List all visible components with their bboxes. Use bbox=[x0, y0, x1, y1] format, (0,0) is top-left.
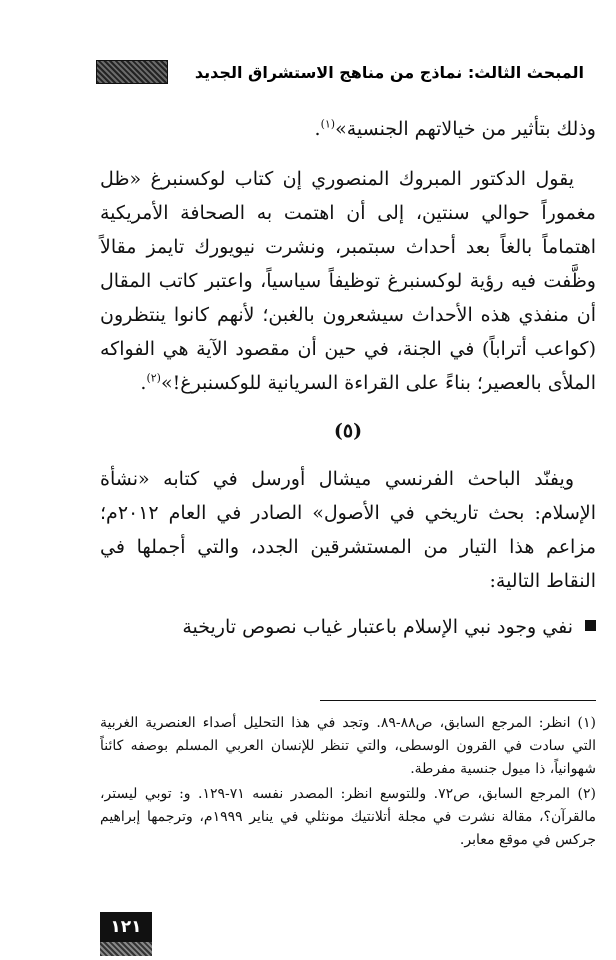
page-number-decoration bbox=[100, 942, 152, 956]
paragraph-2-end: . bbox=[140, 372, 147, 394]
paragraph-2 bbox=[100, 162, 596, 400]
footnote-2: (٢) المرجع السابق، ص٧٢. وللتوسع انظر: المصدر نفسه ٧١-١٢٩. و: توبي ليستر، مالقرآن؟، مقالة نشرت في مجلة أتلانتيك مونثلي في يناير ١٩٩٩م، وترجمها إبراهيم جركس في موقع معابر. bbox=[100, 786, 596, 848]
footnote-ref-1: (١) bbox=[320, 117, 336, 131]
bullet-square-icon bbox=[585, 620, 596, 631]
footnotes bbox=[100, 712, 596, 854]
section-number: (٥) bbox=[333, 420, 363, 442]
header-title: المبحث الثالث: نماذج من مناهج الاستشراق الجديد bbox=[194, 62, 584, 82]
bullet-item bbox=[100, 610, 596, 644]
header-decoration bbox=[96, 60, 168, 84]
footnote-ref-2: (٢) bbox=[146, 371, 161, 385]
main-text bbox=[100, 112, 596, 644]
page-number: ١٢١ bbox=[100, 912, 152, 942]
running-header bbox=[96, 58, 592, 86]
paragraph-3: ويفنّد الباحث الفرنسي ميشال أورسل في كتابه «نشأة الإسلام: بحث تاريخي في الأصول» الصادر في العام ٢٠١٢م؛ مزاعم هذا التيار من المستشرقين الجدد، والتي أجملها في النقاط التالية: bbox=[100, 468, 596, 592]
footnote-1: (١) انظر: المرجع السابق، ص٨٨-٨٩. وتجد في هذا التحليل أصداء العنصرية الغربية التي سادت في القرون الوسطى، والتي تنظر للإنسان العربي المسلم بوصفه كائناً شهوانياً، ذا ميول جنسية مفرطة. bbox=[100, 715, 596, 777]
footnote-divider bbox=[320, 700, 596, 701]
paragraph-1: وذلك بتأثير من خيالاتهم الجنسية»$^{(١)}$. bbox=[314, 117, 596, 140]
paragraph-2-text: يقول الدكتور المبروك المنصوري إن كتاب لوكسنبرغ «ظل مغموراً حوالي سنتين، إلى أن اهتمت به الصحافة الأمريكية اهتماماً بالغاً بعد أحداث سبتمبر، ونشرت نيويورك تايمز مقالاً وظَّفت فيه رؤية لوكسنبرغ توظيفاً سياسياً، واعتبر كاتب المقال أن منفذي هذه الأحداث سيشعرون بالغبن؛ لأنهم كانوا ينتظرون (كواعب أتراباً) في الجنة، في حين أن مقصود الآية هي الفواكه الملأى بالعصير؛ بناءً على القراءة السريانية للوكسنبرغ!» bbox=[100, 168, 596, 394]
paragraph-1-text: وذلك بتأثير من خيالاتهم الجنسية» bbox=[335, 118, 596, 140]
bullet-text: نفي وجود نبي الإسلام باعتبار غياب نصوص تاريخية bbox=[182, 616, 573, 638]
